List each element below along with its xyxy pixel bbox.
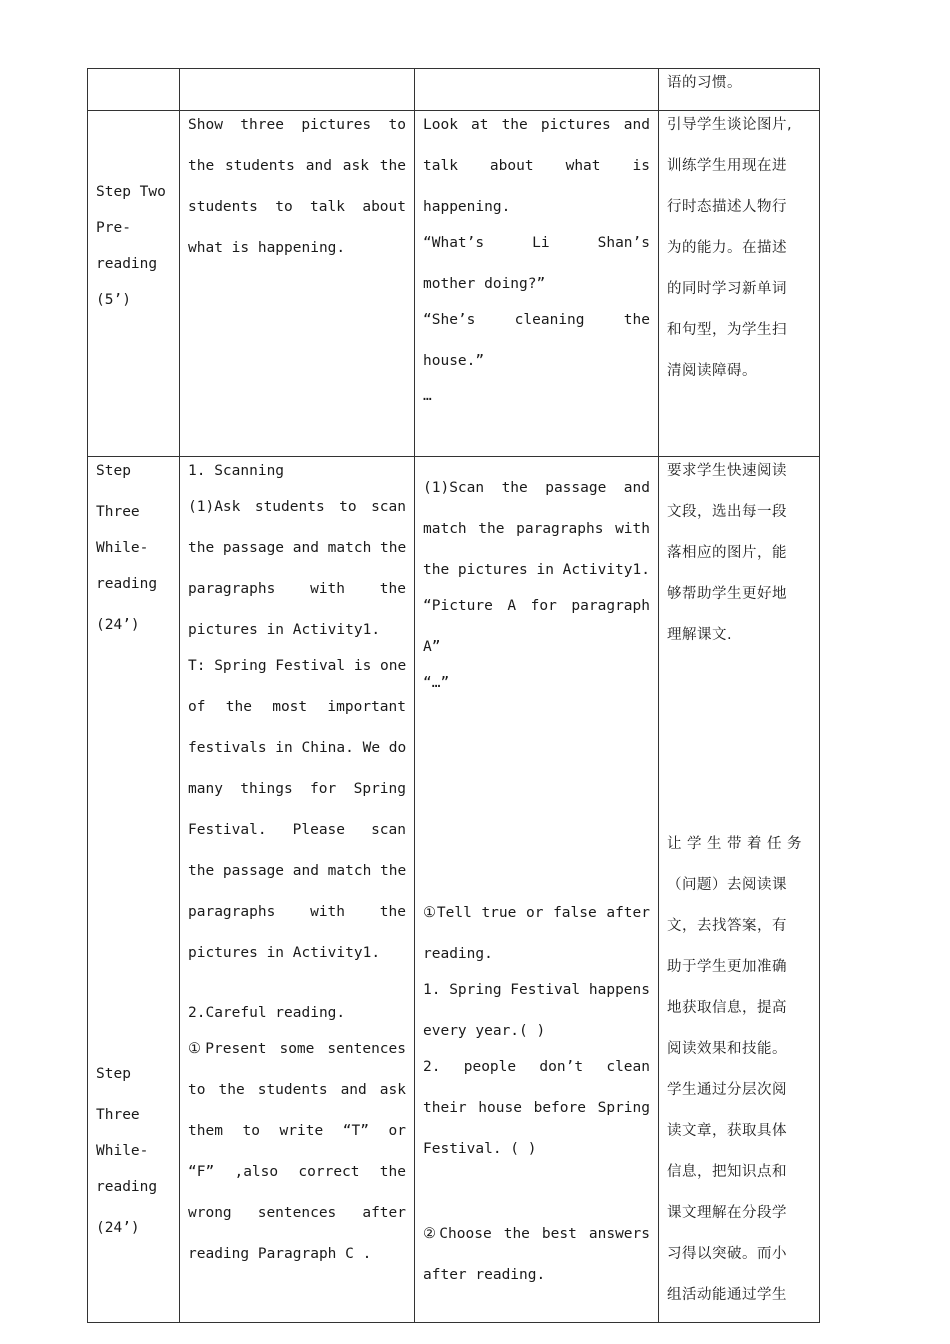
teacher-line: the students and ask the: [188, 158, 406, 174]
step-line: (24’): [96, 1220, 140, 1236]
step-cell: [88, 69, 180, 111]
step-line: (5’): [96, 292, 131, 308]
student-line: (1)Scan the passage and: [423, 480, 650, 496]
student-line: after reading.: [423, 1267, 546, 1283]
purpose-line: 地获取信息，提高: [667, 1000, 787, 1016]
student-line: the pictures in Activity1.: [423, 562, 650, 578]
purpose-line: 理解课文.: [667, 627, 733, 643]
student-line: “What’s Li Shan’s: [423, 235, 650, 251]
purpose-line: 行时态描述人物行: [667, 199, 787, 215]
student-activity-cell: [415, 69, 659, 111]
student-line: Look at the pictures and: [423, 117, 650, 133]
purpose-line: 引导学生谈论图片,: [667, 117, 793, 133]
step-line: Step: [96, 463, 131, 479]
lesson-plan-table: [87, 68, 820, 1323]
step-line: While-: [96, 540, 149, 556]
purpose-line: 习得以突破。而小: [667, 1246, 787, 1262]
teacher-line: 2.Careful reading.: [188, 1005, 346, 1021]
step-line: Step: [96, 1066, 131, 1082]
student-line: ②Choose the best answers: [423, 1226, 650, 1242]
purpose-line: （问题）去阅读课: [667, 877, 787, 893]
student-line: happening.: [423, 199, 511, 215]
student-line: their house before Spring: [423, 1100, 650, 1116]
step-line: reading: [96, 256, 158, 272]
purpose-line: 文，去找答案，有: [667, 918, 787, 934]
purpose-line: 训练学生用现在进: [667, 158, 787, 174]
step-line: Pre-: [96, 220, 131, 236]
step-cell: [88, 111, 180, 457]
step-line: reading: [96, 576, 158, 592]
step-line: (24’): [96, 617, 140, 633]
teacher-line: pictures in Activity1.: [188, 622, 381, 638]
teacher-line: them to write “T” or: [188, 1123, 406, 1139]
teacher-line: festivals in China. We do: [188, 740, 407, 756]
purpose-cell: [659, 69, 820, 111]
student-line: 1. Spring Festival happens: [423, 982, 650, 998]
teacher-line: ①Present some sentences: [188, 1041, 406, 1057]
teacher-line: what is happening.: [188, 240, 346, 256]
purpose-line: 让学生带着任务: [667, 836, 807, 852]
step-cell: [88, 457, 180, 1323]
purpose-line: 读文章，获取具体: [667, 1123, 787, 1139]
teacher-activity-cell: [180, 69, 415, 111]
teacher-activity-cell: [180, 111, 415, 457]
purpose-cell: [659, 111, 820, 457]
student-line: ①Tell true or false after: [423, 905, 650, 921]
student-activity-cell: [415, 457, 659, 1323]
student-line: house.”: [423, 353, 485, 369]
teacher-line: wrong sentences after: [188, 1205, 406, 1221]
teacher-line: paragraphs with the: [188, 581, 406, 597]
step-line: Three: [96, 504, 140, 520]
student-line: Festival. ( ): [423, 1141, 537, 1157]
purpose-line: 语的习惯。: [667, 75, 742, 91]
purpose-line: 组活动能通过学生: [667, 1287, 787, 1303]
teacher-line: T: Spring Festival is one: [188, 658, 407, 674]
student-line: “She’s cleaning the: [423, 312, 650, 328]
teacher-line: (1)Ask students to scan: [188, 499, 406, 515]
teacher-line: of the most important: [188, 699, 406, 715]
purpose-line: 和句型，为学生扫: [667, 322, 787, 338]
purpose-line: 助于学生更加准确: [667, 959, 787, 975]
student-line: mother doing?”: [423, 276, 546, 292]
purpose-line: 课文理解在分段学: [667, 1205, 787, 1221]
step-line: reading: [96, 1179, 158, 1195]
purpose-cell: [659, 457, 820, 1323]
student-line: reading.: [423, 946, 493, 962]
student-line: “Picture A for paragraph: [423, 598, 650, 614]
purpose-line: 落相应的图片，能: [667, 545, 787, 561]
purpose-line: 学生通过分层次阅: [667, 1082, 787, 1098]
student-line: match the paragraphs with: [423, 521, 650, 537]
table-row: [88, 111, 820, 457]
purpose-line: 要求学生快速阅读: [667, 463, 787, 479]
teacher-line: the passage and match the: [188, 863, 407, 879]
student-activity-cell: [415, 111, 659, 457]
table-row: [88, 69, 820, 111]
step-line: Three: [96, 1107, 140, 1123]
teacher-activity-cell: [180, 457, 415, 1323]
student-line: talk about what is: [423, 158, 650, 174]
teacher-line: the passage and match the: [188, 540, 407, 556]
purpose-line: 文段，选出每一段: [667, 504, 787, 520]
purpose-line: 够帮助学生更好地: [667, 586, 787, 602]
student-line: …: [423, 388, 432, 404]
teacher-line: Festival. Please scan: [188, 822, 406, 838]
table-row: [88, 457, 820, 1323]
purpose-line: 信息，把知识点和: [667, 1164, 787, 1180]
teacher-line: reading Paragraph C .: [188, 1246, 372, 1262]
purpose-line: 为的能力。在描述: [667, 240, 787, 256]
teacher-line: Show three pictures to: [188, 117, 406, 133]
teacher-line: students to talk about: [188, 199, 406, 215]
teacher-line: 1. Scanning: [188, 463, 285, 479]
student-line: 2. people don’t clean: [423, 1059, 650, 1075]
student-line: every year.( ): [423, 1023, 546, 1039]
student-line: “…”: [423, 675, 450, 691]
teacher-line: pictures in Activity1.: [188, 945, 381, 961]
teacher-line: to the students and ask: [188, 1082, 406, 1098]
teacher-line: paragraphs with the: [188, 904, 406, 920]
step-line: While-: [96, 1143, 149, 1159]
step-line: Step Two: [96, 184, 166, 200]
student-line: A”: [423, 639, 441, 655]
teacher-line: “F” ,also correct the: [188, 1164, 406, 1180]
purpose-line: 清阅读障碍。: [667, 363, 757, 379]
teacher-line: many things for Spring: [188, 781, 406, 797]
purpose-line: 的同时学习新单词: [667, 281, 787, 297]
purpose-line: 阅读效果和技能。: [667, 1041, 787, 1057]
